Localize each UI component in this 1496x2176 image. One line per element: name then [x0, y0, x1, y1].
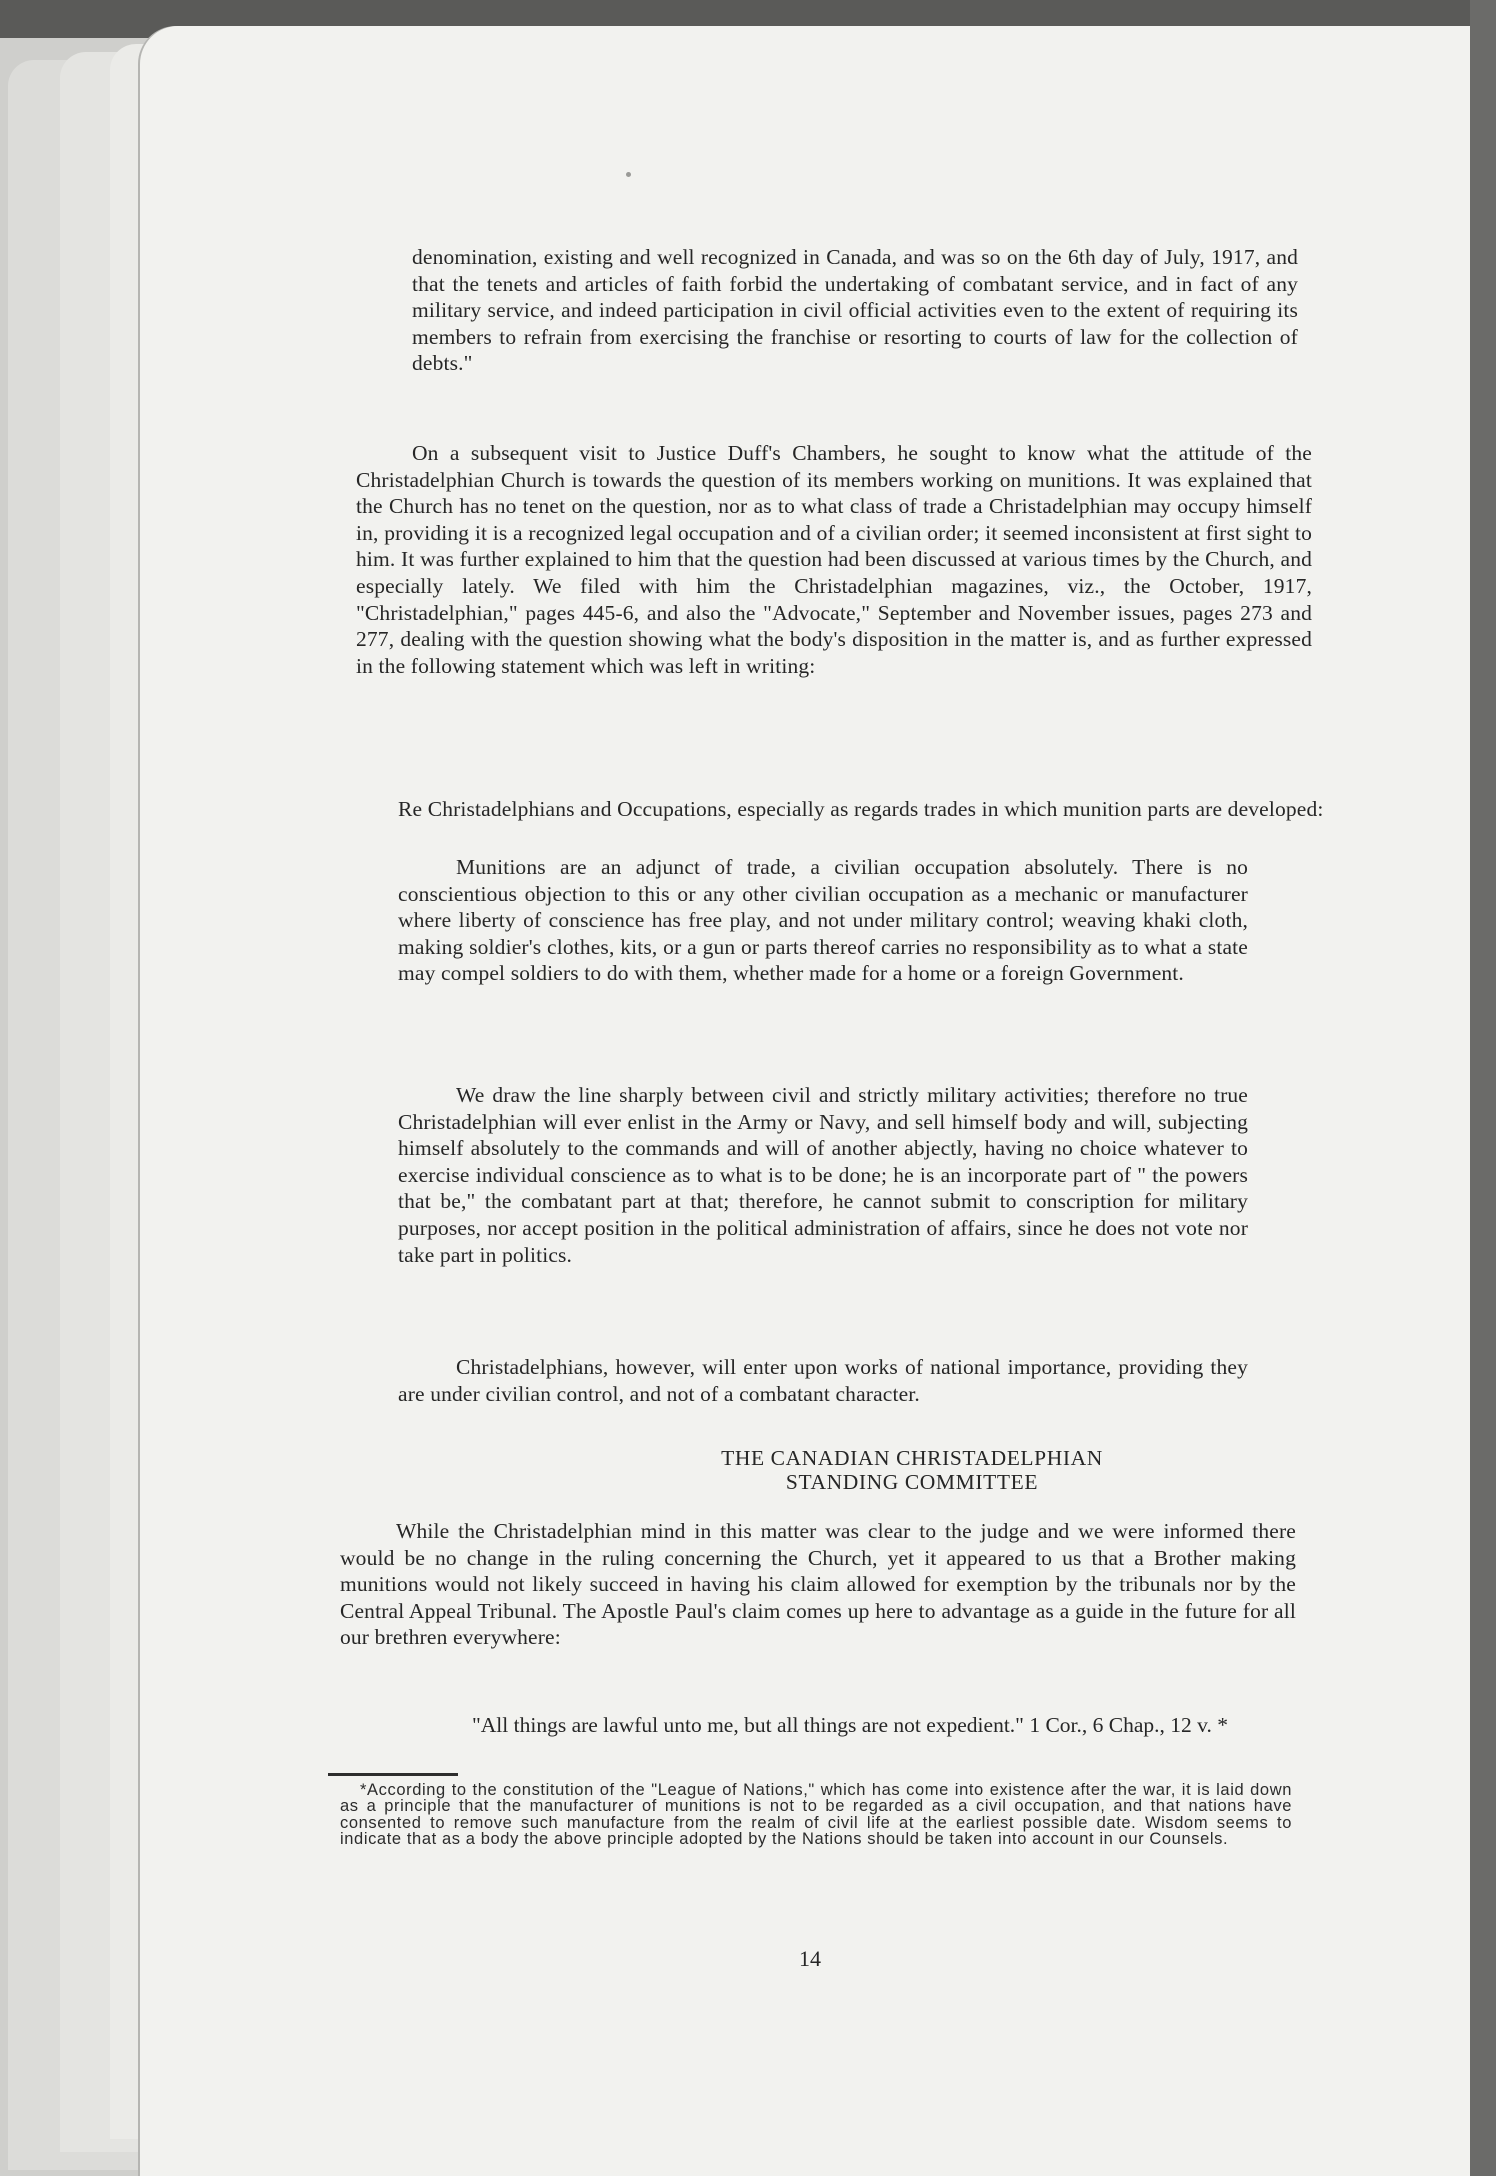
footnote-text: *According to the constitution of the "League of Nations," which has come into existence after the war, it is laid down as a principle that the manufacturer of munitions is not to be regarded as a civil occupation, and that nations have consented to remove such manufacture from the realm of civil life at the earliest possible date. Wisdom seems to indicate that as a body the above principle adopted by the Nations should be taken into account in our Counsels. [340, 1781, 1292, 1849]
signature-block [520, 1446, 1304, 1494]
paragraph-text: While the Christadelphian mind in this matter was clear to the judge and we were informed there would be no change in the ruling concerning the Church, yet it appeared to us that a Brother making munitions would not likely succeed in having his claim allowed for exemption by the tribunals nor by the Central Appeal Tribunal. The Apostle Paul's claim comes up here to advantage as a guide in the future for all our brethren everywhere: [340, 1519, 1296, 1650]
scanner-right-shadow [1470, 0, 1496, 2176]
paragraph-national-importance [398, 1354, 1248, 1407]
footnote [340, 1782, 1292, 1848]
paragraph-draw-the-line [398, 1082, 1248, 1268]
quote-text: "All things are lawful unto me, but all things are not expedient." 1 Cor., 6 Chap., 12 v. * [472, 1713, 1228, 1737]
paragraph-while [340, 1518, 1296, 1651]
paragraph-text: Christadelphians, however, will enter upon works of national importance, providing they are under civilian control, and not of a combatant character. [398, 1355, 1248, 1406]
paragraph-text: denomination, existing and well recognized in Canada, and was so on the 6th day of July, 1917, and that the tenets and articles of faith forbid the undertaking of combatant service, and in fact of any military service, and indeed participation in civil official activities even to the extent of requiring its members to refrain from exercising the franchise or resorting to courts of law for the collection of debts." [412, 245, 1298, 376]
statement-heading [398, 796, 1356, 823]
page-number-text: 14 [799, 1946, 821, 1971]
footnote-divider [328, 1773, 458, 1776]
scripture-quote [436, 1712, 1316, 1739]
paragraph-subsequent-visit [356, 440, 1312, 679]
paragraph-text: On a subsequent visit to Justice Duff's Chambers, he sought to know what the attitude of the Christadelphian Church is towards the question of its members working on munitions. It was explained that the Church has no tenet on the question, nor as to what class of trade a Christadelphian may occupy himself in, providing it is a recognized legal occupation and of a civilian order; it seemed inconsistent at first sight to him. It was further explained to him that the question had been discussed at various times by the Church, and especially lately. We filed with him the Christadelphian magazines, viz., the October, 1917, "Christadelphian," pages 445-6, and also the "Advocate," September and November issues, pages 273 and 277, dealing with the question showing what the body's disposition in the matter is, and as further expressed in the following statement which was left in writing: [356, 441, 1312, 678]
signature-line: STANDING COMMITTEE [785, 1470, 1039, 1494]
paragraph-text: We draw the line sharply between civil and strictly military activities; therefore no true Christadelphian will ever enlist in the Army or Navy, and sell himself body and will, subjecting himself absolutely to the commands and will of another abjectly, having no choice whatever to exercise individual conscience as to what is to be done; he is an incorporate part of " the powers that be," the combatant part at that; therefore, he cannot submit to conscription for military purposes, nor accept position in the political administration of affairs, since he does not vote nor take part in politics. [398, 1083, 1248, 1267]
paragraph-continuation [412, 244, 1298, 377]
paragraph-text: Munitions are an adjunct of trade, a civilian occupation absolutely. There is no conscientious objection to this or any other civilian occupation as a mechanic or manufacturer where liberty of conscience has free play, and not under military control; weaving khaki cloth, making soldier's clothes, kits, or a gun or parts thereof carries no responsibility as to what a state may compel soldiers to do with them, whether made for a home or a foreign Government. [398, 855, 1248, 986]
page-number [780, 1946, 840, 1972]
signature-line: THE CANADIAN CHRISTADELPHIAN [721, 1446, 1103, 1470]
paragraph-text: Re Christadelphians and Occupations, especially as regards trades in which munition parts are developed: [398, 797, 1324, 821]
paragraph-munitions [398, 854, 1248, 987]
scan-speck [626, 172, 631, 177]
